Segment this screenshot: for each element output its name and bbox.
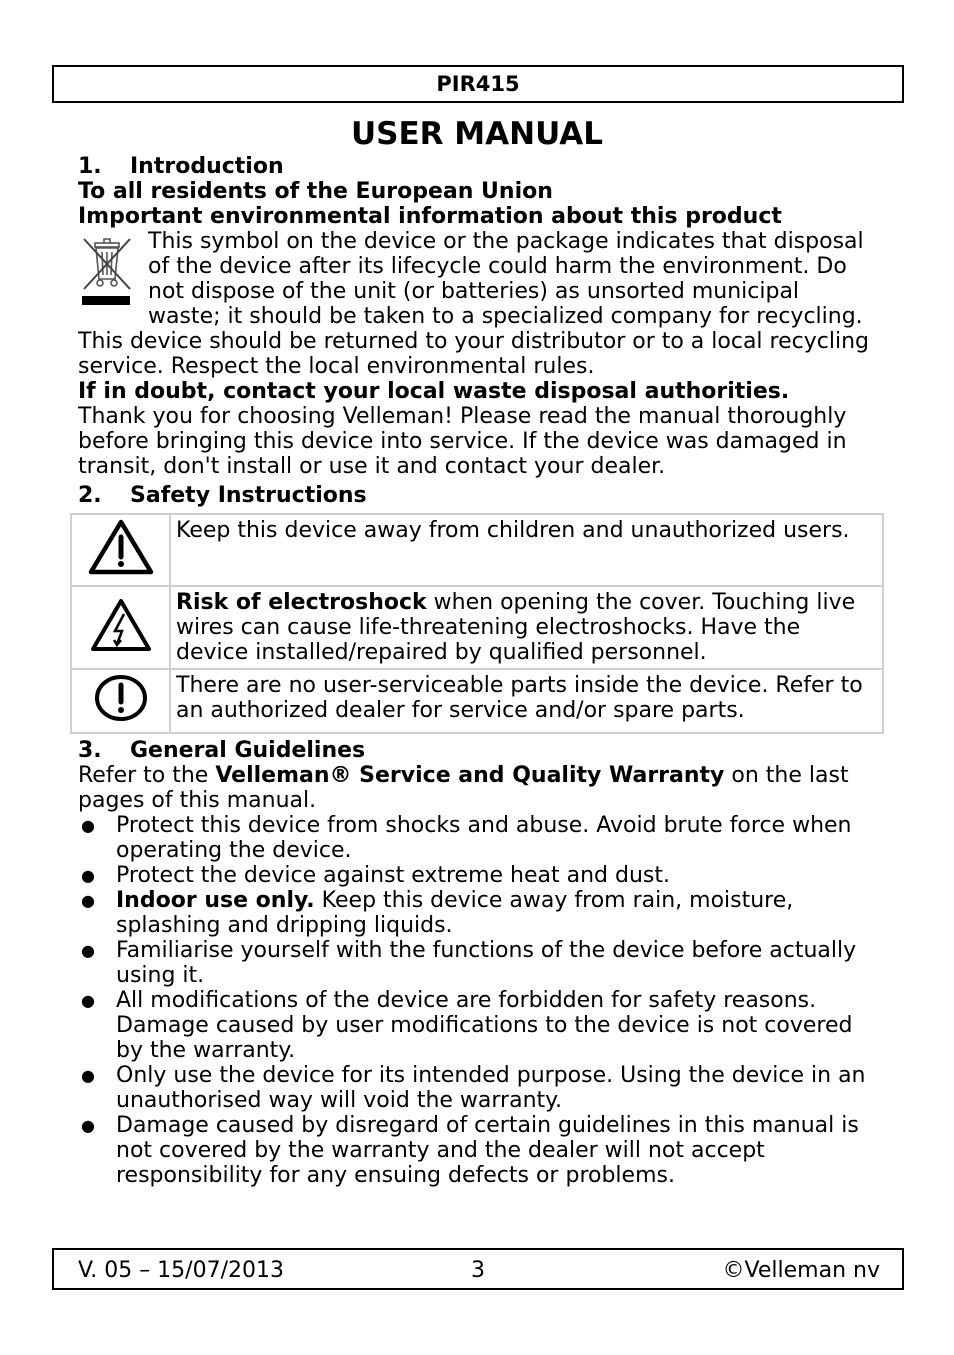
eu-residents-heading: To all residents of the European Union	[78, 179, 553, 204]
page-number: 3	[471, 1258, 485, 1283]
safety-icon-cell	[71, 586, 170, 669]
list-item-text: Keep this device away from rain, moisture, splashing and dripping liquids.	[116, 888, 794, 938]
crossed-bin-icon	[78, 233, 138, 309]
copyright: ©Velleman nv	[722, 1258, 880, 1283]
safety-icon-cell	[71, 669, 170, 733]
safety-text: when opening the cover. Touching live wires can cause life-threatening electroshocks. Have the device installed/repaired by qualified personnel.	[176, 590, 856, 665]
guidelines-list	[78, 813, 878, 1188]
section-title: Safety Instructions	[130, 483, 367, 508]
safety-row	[71, 586, 883, 669]
bullet-icon: ●	[81, 866, 95, 885]
section-2-heading	[78, 483, 878, 508]
model-name: PIR415	[436, 72, 520, 96]
weee-paragraph	[78, 229, 878, 379]
page-footer	[52, 1248, 904, 1290]
electroshock-triangle-icon	[90, 597, 152, 653]
bullet-icon: ●	[81, 1066, 95, 1085]
safety-icon-cell	[71, 514, 170, 586]
warranty-intro-post: on the last pages of this manual.	[78, 763, 849, 813]
safety-text-cell	[170, 514, 883, 586]
bullet-icon: ●	[81, 891, 95, 910]
exclamation-circle-icon	[93, 674, 149, 722]
warranty-link-text: Velleman® Service and Quality Warranty	[215, 763, 725, 788]
safety-text-cell	[170, 586, 883, 669]
section-title: Introduction	[130, 154, 284, 179]
safety-table	[70, 513, 884, 734]
safety-text: There are no user-serviceable parts inside the device. Refer to an authorized dealer for service and/or spare parts.	[176, 673, 863, 723]
safety-row	[71, 669, 883, 733]
thank-you-paragraph: Thank you for choosing Velleman! Please read the manual thoroughly before bringing this device into service. If the device was damaged in transit, don't install or use it and contact your dealer.	[78, 404, 847, 479]
section-number: 1.	[78, 154, 102, 179]
list-item-text: All modifications of the device are forbidden for safety reasons. Damage caused by user modifications to the device is not covered by the warranty.	[116, 988, 853, 1063]
bullet-icon: ●	[81, 991, 95, 1010]
document-body	[78, 154, 878, 1188]
section-1-heading	[78, 154, 878, 179]
list-item-text: Familiarise yourself with the functions of the device before actually using it.	[116, 938, 857, 988]
list-item-text: Protect this device from shocks and abuse. Avoid brute force when operating the device.	[116, 813, 852, 863]
bullet-icon: ●	[81, 941, 95, 960]
list-item	[78, 813, 878, 863]
list-item	[78, 888, 878, 938]
environment-heading: Important environmental information about this product	[78, 204, 782, 229]
list-item	[78, 1063, 878, 1113]
list-item-text: Protect the device against extreme heat and dust.	[116, 863, 670, 888]
section-number: 2.	[78, 483, 102, 508]
list-item	[78, 1113, 878, 1188]
bullet-icon: ●	[81, 1116, 95, 1135]
list-item-text: Damage caused by disregard of certain guidelines in this manual is not covered by the warranty and the dealer will not accept responsibility for any ensuing defects or problems.	[116, 1113, 859, 1188]
weee-text: This symbol on the device or the package indicates that disposal of the device after its lifecycle could harm the environment. Do not dispose of the unit (or batteries) as unsorted municipal waste; it should be taken to a specialized company for recycling. This device should be returned to your distributor or to a local recycling service. Respect the local environmental rules.	[78, 229, 869, 379]
page-title: USER MANUAL	[350, 116, 604, 152]
section-title: General Guidelines	[130, 738, 366, 763]
list-item	[78, 988, 878, 1063]
section-3-heading	[78, 738, 878, 763]
warning-triangle-icon	[88, 519, 154, 575]
list-item-bold: Indoor use only.	[116, 888, 315, 913]
version-date: V. 05 – 15/07/2013	[78, 1258, 284, 1283]
bullet-icon: ●	[81, 816, 95, 835]
warranty-intro-pre: Refer to the	[78, 763, 216, 788]
contact-authorities-note: If in doubt, contact your local waste disposal authorities.	[78, 379, 790, 404]
list-item	[78, 938, 878, 988]
safety-row	[71, 514, 883, 586]
list-item-text: Only use the device for its intended purpose. Using the device in an unauthorised way will void the warranty.	[116, 1063, 866, 1113]
safety-text: Keep this device away from children and unauthorized users.	[176, 518, 850, 543]
list-item	[78, 863, 878, 888]
header-model-box	[52, 65, 904, 103]
section-number: 3.	[78, 738, 102, 763]
safety-text-cell	[170, 669, 883, 733]
safety-bold: Risk of electroshock	[176, 590, 427, 615]
warranty-intro	[78, 763, 878, 813]
